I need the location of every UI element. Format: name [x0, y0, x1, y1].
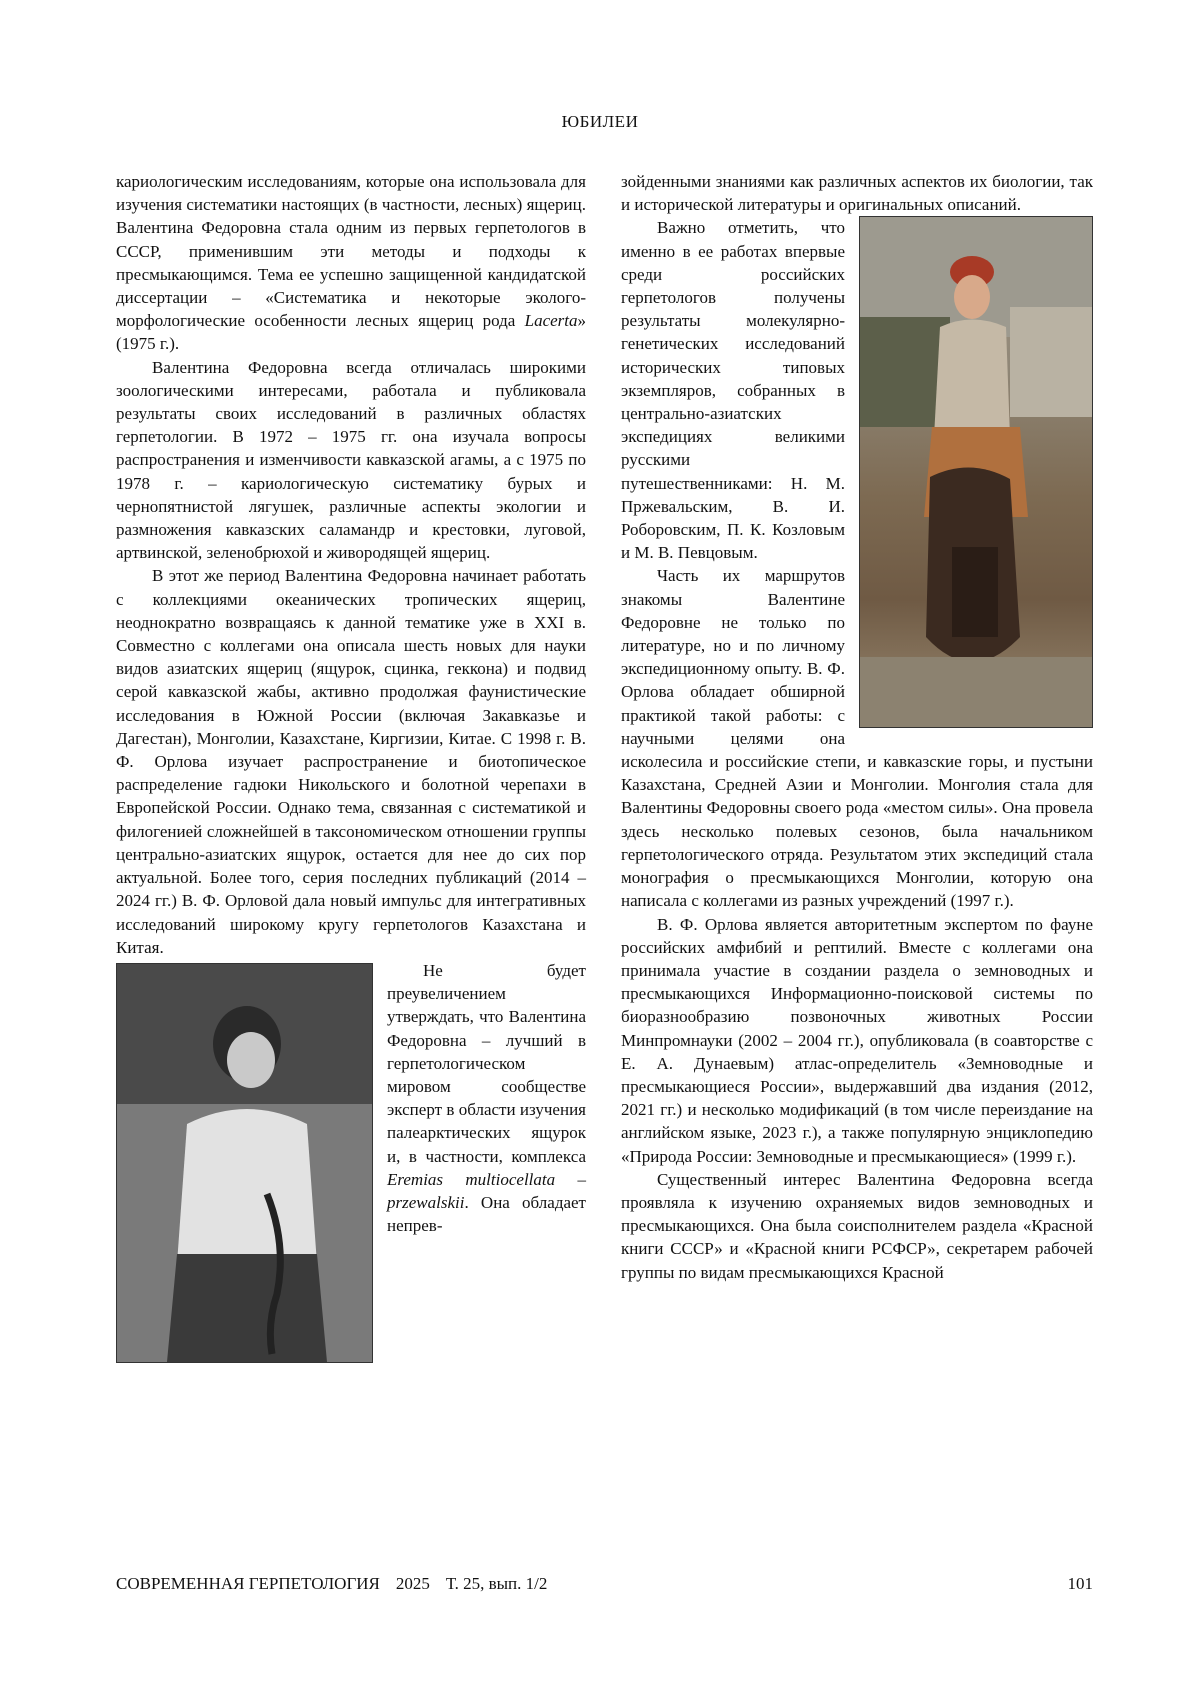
paragraph: Не будет преувеличением утверждать, что Валентина Федоровна – лучший в герпетологическом мировом сообществе эксперт в области изучения палеарктических ящурок и, в частности, комплекса Eremias multiocellata – przewalskii. Она обладает непрев-	[387, 960, 586, 1236]
left-column	[116, 170, 586, 1367]
paragraph: Валентина Федоровна всегда отличалась широкими зоологическими интересами, работала и публиковала результаты своих исследований в различных областях герпетологии. В 1972 – 1975 гг. она изучала вопросы распространения и изменчивости кавказской агамы, а с 1975 по 1978 г. – кариологическую систематику бурых и чернопятнистой лягушек, различные аспекты экологии и размножения кавказских саламандр и крестовки, луговой, артвинской, зеленобрюхой и живородящей ящериц.	[116, 357, 586, 563]
photo-illustration	[860, 217, 1092, 727]
paragraph: В этот же период Валентина Федоровна начинает работать с коллекциями океанических тропических ящериц, неоднократно возвращаясь к данной тематике уже в XXI в. Совместно с коллегами она описала шесть новых для науки видов азиатских ящериц (ящурок, сцинка, геккона) и подвид серой кавказской жабы, активно продолжая фаунистические исследования в Южной России (включая Закавказье и Дагестан), Монголии, Казахстане, Киргизии, Китае. С 1998 г. В. Ф. Орлова изучает распространение и биотопическое распределение гадюки Никольского и болотной черепахи в Европейской России. Однако тема, связанная с систематикой и филогенией сложнейшей в таксономическом отношении группы центрально-азиатских ящурок, остается для нее до сих пор актуальной. Более того, серия последних публикаций (2014 – 2024 гг.) В. Ф. Орловой дала новый импульс для интегративных исследований широкому кругу герпетологов Казахстана и Китая.	[116, 566, 586, 957]
photo-woman-on-horse	[859, 216, 1093, 728]
paragraph: Часть их маршрутов знакомы Валентине Федоровне не только по литературе, но и по личному экспедиционному опыту. В. Ф. Орлова обладает обширной практикой такой работы: с научными целями она исколесила и российские степи, и кавказские горы, и пустыни Казахстана, Средней Азии и Монголии. Монголия стала для Валентины Федоровны своего рода «местом силы». Она провела здесь несколько полевых сезонов, была начальником герпетологического отряда. Результатом этих экспедиций стала монография о пресмыкающихся Монголии, которую она написала с коллегами из разных учреждений (1997 г.).	[621, 566, 1093, 911]
journal-volume: Т. 25, вып. 1/2	[445, 1574, 548, 1593]
paragraph: зойденными знаниями как различных аспектов их биологии, так и исторической литературы и оригинальных описаний.	[621, 172, 1093, 215]
photo-woman-with-snake	[116, 963, 373, 1363]
right-column	[621, 170, 1093, 1284]
journal-title: СОВРЕМЕННАЯ ГЕРПЕТОЛОГИЯ	[116, 1574, 380, 1593]
paragraph: Важно отметить, что именно в ее работах впервые среди российских герпетологов получены результаты молекулярно-генетических исследований исторических типовых экземпляров, собранных в центрально-азиатских экспедициях великими русскими путешественниками: Н. М. Пржевальским, В. И. Роборовским, П. К. Козловым и М. В. Певцовым.	[621, 218, 845, 563]
journal-citation	[116, 1574, 547, 1594]
photo-illustration	[117, 964, 372, 1362]
paragraph: В. Ф. Орлова является авторитетным экспертом по фауне российских амфибий и рептилий. Вместе с коллегами она принимала участие в создании раздела о земноводных и пресмыкающихся Информационно-поисковой системы по биоразнообразию позвоночных животных России Минпромнауки (2002 – 2004 гг.), опубликовала (в соавторстве с Е. А. Дунаевым) атлас-определитель «Земноводные и пресмыкающиеся России», выдержавший два издания (2012, 2021 гг.) и несколько модификаций (в том числе переиздание на английском языке, 2023 г.), а также популярную энциклопедию «Природа России: Земноводные и пресмыкающиеся» (1999 г.).	[621, 914, 1093, 1166]
journal-year: 2025	[395, 1574, 430, 1593]
page-number: 101	[1067, 1574, 1093, 1593]
paragraph: кариологическим исследованиям, которые она использовала для изучения систематики настоящих (в частности, лесных) ящериц. Валентина Федоровна стала одним из первых герпетологов в СССР, применившим эти методы и подходы к пресмыкающимся. Тема ее успешно защищенной кандидатской диссертации – «Систематика и некоторые эколого-морфологические особенности лесных ящериц рода Lacerta» (1975 г.).	[116, 172, 586, 354]
section-header: ЮБИЛЕИ	[561, 112, 639, 131]
paragraph: Существенный интерес Валентина Федоровна всегда проявляла к изучению охраняемых видов земноводных и пресмыкающихся. Она была соисполнителем раздела «Красной книги СССР» и «Красной книги РСФСР», секретарем рабочей группы по видам пресмыкающихся Красной	[621, 1169, 1093, 1282]
